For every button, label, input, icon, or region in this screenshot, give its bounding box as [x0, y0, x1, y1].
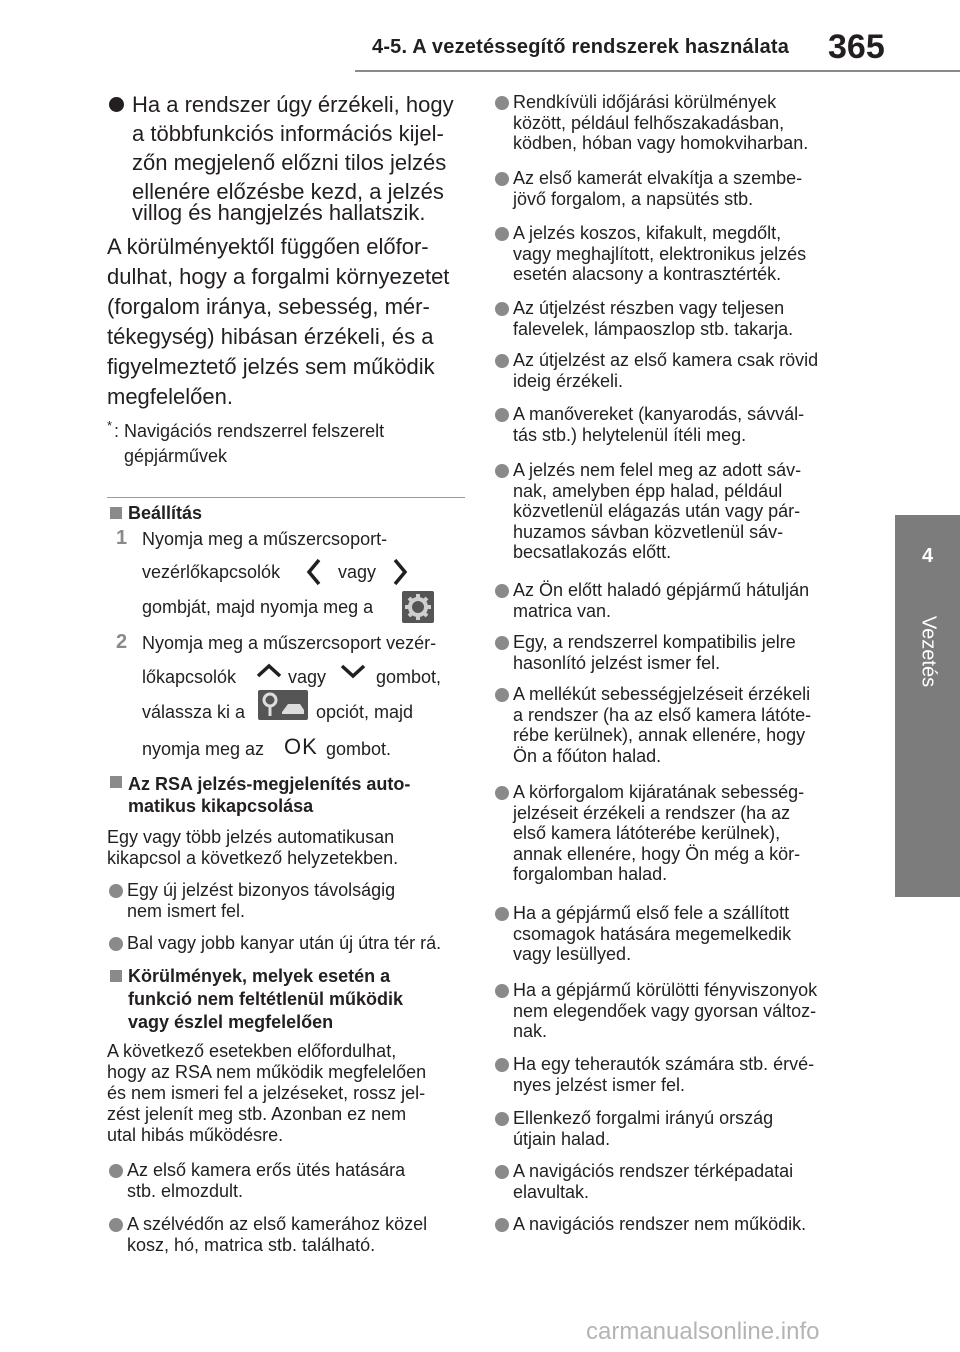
- list-item-line: Egy új jelzést bizonyos távolságig: [127, 880, 396, 900]
- rsa-text-line: kikapcsol a következő helyzetekben.: [107, 848, 399, 868]
- step-number: 1: [116, 527, 128, 549]
- list-item-line: Rendkívüli időjárási körülmények: [513, 92, 777, 112]
- para-line: A körülményektől függően előfor-: [107, 234, 429, 259]
- cond-text-line: és nem ismeri fel a jelzéseket, rossz jel-: [107, 1083, 426, 1103]
- step-text: gombját, majd nyomja meg a: [142, 597, 374, 617]
- bullet-dot: [495, 786, 509, 800]
- list-item-line: Az útjelzést részben vagy teljesen: [513, 298, 785, 318]
- intro-line: a többfunkciós információs kijel-: [132, 121, 444, 146]
- list-item-line: jövő forgalom, a napsütés stb.: [513, 189, 754, 209]
- list-item-line: Az Ön előtt haladó gépjármű hátulján: [513, 580, 810, 600]
- list-item-line: A jelzés koszos, kifakult, megdőlt,: [513, 223, 782, 243]
- list-item-line: között, például felhőszakadásban,: [513, 113, 785, 133]
- list-item-line: falevelek, lámpaoszlop stb. takarja.: [513, 319, 794, 339]
- step-text: vagy: [288, 667, 327, 687]
- list-item-line: vagy lesüllyed.: [513, 944, 632, 964]
- list-item-line: becsatlakozás előtt.: [513, 542, 672, 562]
- intro-line: Ha a rendszer úgy érzékeli, hogy: [132, 92, 454, 117]
- step-text: Nyomja meg a műszercsoport vezér-: [142, 633, 437, 653]
- list-item-line: útjain halad.: [513, 1129, 611, 1149]
- list-item-line: A szélvédőn az első kamerához közel: [127, 1214, 428, 1234]
- list-item-line: A körforgalom kijáratának sebesség-: [513, 782, 805, 802]
- bullet-dot: [495, 408, 509, 422]
- setting-heading: Beállítás: [128, 503, 203, 523]
- list-item-line: esetén alacsony a kontrasztérték.: [513, 264, 782, 284]
- step-text: vezérlőkapcsolók: [142, 562, 281, 582]
- bullet-dot: [495, 984, 509, 998]
- cond-text-line: A következő esetekben előfordulhat,: [107, 1041, 397, 1061]
- list-item-line: Az első kamera erős ütés hatására: [127, 1160, 406, 1180]
- para-line: figyelmeztető jelzés sem működik: [107, 354, 435, 379]
- bullet-dot: [495, 354, 509, 368]
- header-rule: [355, 70, 960, 72]
- bullet-dot: [495, 688, 509, 702]
- list-item-line: Az útjelzést az első kamera csak rövid: [513, 350, 819, 370]
- list-item-line: huzamos sávban közvetlenül sáv-: [513, 522, 784, 542]
- list-item-line: A jelzés nem felel meg az adott sáv-: [513, 460, 802, 480]
- list-item-line: stb. elmozdult.: [127, 1181, 244, 1201]
- list-item-line: elavultak.: [513, 1182, 590, 1202]
- section-title: 4-5. A vezetéssegítő rendszerek használata: [372, 36, 790, 58]
- ok-button-icon: OK: [284, 734, 318, 759]
- list-item-line: matrica van.: [513, 601, 612, 621]
- bullet-dot: [109, 1218, 123, 1232]
- bullet-dot: [495, 1218, 509, 1232]
- chapter-number: 4: [921, 545, 934, 567]
- list-item-line: nak.: [513, 1021, 548, 1041]
- para-line: dulhat, hogy a forgalmi környezetet: [107, 264, 450, 289]
- bullet-dot: [495, 227, 509, 241]
- footnote-mark: *: [107, 418, 113, 433]
- step-text: nyomja meg az: [142, 739, 265, 759]
- cond-text-line: zést jelenít meg stb. Azonban ez nem: [107, 1104, 407, 1124]
- step-text: Nyomja meg a műszercsoport-: [142, 529, 388, 549]
- para-line: tékegység) hibásan érzékeli, és a: [107, 324, 434, 349]
- bullet-dot: [495, 172, 509, 186]
- list-item-line: ködben, hóban vagy homokviharban.: [513, 133, 809, 153]
- cond-text-line: utal hibás működésre.: [107, 1125, 284, 1145]
- bullet-dot: [495, 907, 509, 921]
- list-item-line: csomagok hatására megemelkedik: [513, 924, 792, 944]
- chapter-tab: [895, 515, 960, 897]
- list-item-line: első kamera látóterébe kerülnek),: [513, 823, 781, 843]
- list-item-line: vagy meghajlított, elektronikus jelzés: [513, 244, 807, 264]
- bullet-dot: [495, 1165, 509, 1179]
- list-item-line: nem ismert fel.: [127, 901, 246, 921]
- bullet-dot: [109, 1164, 123, 1178]
- chevron-up-icon: [256, 663, 282, 679]
- list-item-line: jelzéseit érzékeli a rendszer (ha az: [513, 803, 791, 823]
- chevron-right-icon: [392, 558, 408, 586]
- list-item-line: A navigációs rendszer nem működik.: [513, 1214, 807, 1234]
- list-item-line: ideig érzékeli.: [513, 371, 624, 391]
- cond-heading-line: funkció nem feltétlenül működik: [128, 989, 404, 1009]
- list-item-line: tás stb.) helytelenül ítéli meg.: [513, 425, 747, 445]
- heading-square: [110, 507, 122, 519]
- watermark: carmanualsonline.info: [586, 1318, 820, 1345]
- chevron-down-icon: [340, 663, 366, 679]
- footnote-line: gépjárművek: [124, 446, 228, 466]
- step-text: válassza ki a: [142, 702, 246, 722]
- page-header: [0, 0, 960, 72]
- list-item-line: Bal vagy jobb kanyar után új útra tér rá.: [127, 933, 442, 953]
- footnote-line: : Navigációs rendszerrel felszerelt: [114, 421, 385, 441]
- list-item-line: Ha a gépjármű körülötti fényviszonyok: [513, 980, 818, 1000]
- bullet-dot: [109, 937, 123, 951]
- intro-line: villog és hangjelzés hallatszik.: [132, 200, 426, 225]
- list-item-line: Egy, a rendszerrel kompatibilis jelre: [513, 632, 796, 652]
- cond-heading-line: Körülmények, melyek esetén a: [128, 966, 391, 986]
- list-item-line: Az első kamerát elvakítja a szembe-: [513, 168, 803, 188]
- gear-icon: [402, 591, 434, 623]
- para-line: (forgalom iránya, sebesség, mér-: [107, 294, 430, 319]
- section-divider: [107, 497, 465, 498]
- list-item-line: Ön a főúton halad.: [513, 746, 662, 766]
- heading-square: [110, 776, 122, 788]
- list-item-line: A mellékút sebességjelzéseit érzékeli: [513, 684, 811, 704]
- bullet-dot: [495, 302, 509, 316]
- cond-heading-line: vagy észlel megfelelően: [128, 1012, 334, 1032]
- list-item-line: kosz, hó, matrica stb. található.: [127, 1235, 376, 1255]
- list-item-line: forgalomban halad.: [513, 864, 668, 884]
- list-item-line: rébe kerülnek), annak ellenére, hogy: [513, 725, 806, 745]
- intro-line: zőn megjelenő előzni tilos jelzés: [132, 150, 447, 175]
- list-item-line: Ellenkező forgalmi irányú ország: [513, 1108, 774, 1128]
- rsa-text-line: Egy vagy több jelzés automatikusan: [107, 827, 395, 847]
- list-item-line: közvetlenül elágazás után vagy pár-: [513, 501, 801, 521]
- list-item-line: a rendszer (ha az első kamera látóte-: [513, 705, 812, 725]
- rsa-sign-icon: [258, 690, 308, 720]
- list-item-line: A manővereket (kanyarodás, sávvál-: [513, 404, 805, 424]
- chevron-left-icon: [306, 558, 322, 586]
- bullet-dot: [109, 97, 124, 112]
- list-item-line: nak, amelyben épp halad, például: [513, 481, 783, 501]
- bullet-dot: [495, 464, 509, 478]
- page-number: 365: [828, 28, 885, 66]
- list-item-line: A navigációs rendszer térképadatai: [513, 1161, 794, 1181]
- bullet-dot: [495, 96, 509, 110]
- bullet-dot: [109, 884, 123, 898]
- bullet-dot: [495, 1058, 509, 1072]
- step-text: gombot.: [326, 739, 392, 759]
- step-text: opciót, majd: [316, 702, 414, 722]
- bullet-dot: [495, 584, 509, 598]
- para-line: megfelelően.: [107, 384, 233, 409]
- list-item-line: Ha a gépjármű első fele a szállított: [513, 903, 790, 923]
- step-number: 2: [116, 631, 128, 653]
- intro-line: ellenére előzésbe kezd, a jelzés: [132, 179, 444, 204]
- chapter-label: Vezetés: [917, 615, 939, 688]
- list-item-line: hasonlító jelzést ismer fel.: [513, 653, 721, 673]
- rsa-heading-line: matikus kikapcsolása: [128, 796, 314, 816]
- list-item-line: Ha egy teherautók számára stb. érvé-: [513, 1054, 815, 1074]
- rsa-heading-line: Az RSA jelzés-megjelenítés auto-: [128, 774, 411, 794]
- heading-square: [110, 970, 122, 982]
- step-text: lőkapcsolók: [142, 667, 237, 687]
- list-item-line: nyes jelzést ismer fel.: [513, 1075, 686, 1095]
- bullet-dot: [495, 636, 509, 650]
- cond-text-line: hogy az RSA nem működik megfelelően: [107, 1062, 427, 1082]
- step-text: vagy: [338, 562, 377, 582]
- list-item-line: annak ellenére, hogy Ön még a kör-: [513, 844, 801, 864]
- step-text: gombot,: [376, 667, 442, 687]
- bullet-dot: [495, 1112, 509, 1126]
- list-item-line: nem elegendőek vagy gyorsan változ-: [513, 1001, 817, 1021]
